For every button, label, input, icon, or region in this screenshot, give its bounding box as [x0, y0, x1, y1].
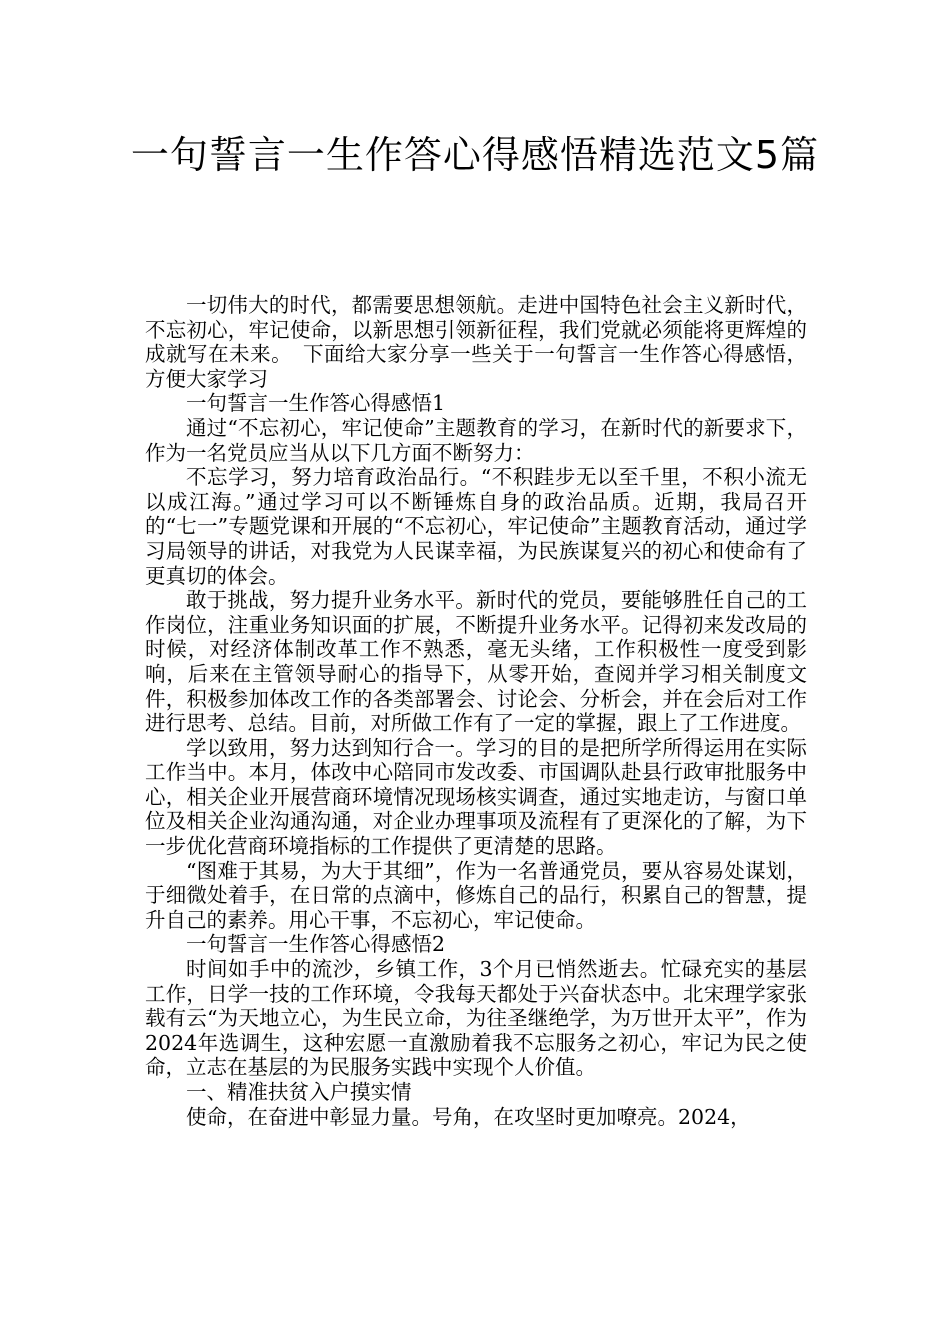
paragraph: “图难于其易，为大于其细”，作为一名普通党员，要从容易处谋划，于细微处着手，在日常的点滴中，修炼自己的品行，积累自己的智慧，提升自己的素养。用心干事，不忘初心，牢记使命。	[145, 858, 807, 932]
paragraph: 不忘学习，努力培育政治品行。“不积跬步无以至千里，不积小流无以成江海。”通过学习可以不断锤炼自身的政治品质。近期，我局召开的“七一”专题党课和开展的“不忘初心，牢记使命”主题教育活动，通过学习局领导的讲话，对我党为人民谋幸福，为民族谋复兴的初心和使命有了更真切的体会。	[145, 465, 807, 588]
subsection-heading: 一、精准扶贫入户摸实情	[186, 1080, 412, 1104]
paragraph: 通过“不忘初心，牢记使命”主题教育的学习，在新时代的新要求下，作为一名党员应当从以下几方面不断努力：	[145, 415, 807, 465]
section-heading-2: 一句誓言一生作答心得感悟2	[186, 932, 446, 957]
document-title: 一句誓言一生作答心得感悟精选范文5篇	[130, 133, 820, 177]
paragraph: 敢于挑战，努力提升业务水平。新时代的党员，要能够胜任自己的工作岗位，注重业务知识面的扩展，不断提升业务水平。记得初来发改局的时候，对经济体制改革工作不熟悉，毫无头绪，工作积极性一度受到影响，后来在主管领导耐心的指导下，从零开始，查阅并学习相关制度文件，积极参加体改工作的各类部署会、讨论会、分析会，并在会后对工作进行思考、总结。目前，对所做工作有了一定的掌握，跟上了工作进度。	[145, 588, 807, 736]
paragraph: 学以致用，努力达到知行合一。学习的目的是把所学所得运用在实际工作当中。本月，体改中心陪同市发改委、市国调队赴县行政审批服务中心，相关企业开展营商环境情况现场核实调查，通过实地走访，与窗口单位及相关企业沟通沟通，对企业办理事项及流程有了更深化的了解，为下一步优化营商环境指标的工作提供了更清楚的思路。	[145, 735, 807, 859]
paragraph: 时间如手中的流沙，乡镇工作，3个月已悄然逝去。忙碌充实的基层工作，日学一技的工作环境，令我每天都处于兴奋状态中。北宋理学家张载有云“为天地立心，为生民立命，为往圣继绝学，为万世开太平”，作为2024年选调生，这种宏愿一直激励着我不忘服务之初心，牢记为民之使命，立志在基层的为民服务实践中实现个人价值。	[145, 957, 807, 1080]
paragraph-intro: 一切伟大的时代，都需要思想领航。走进中国特色社会主义新时代，不忘初心，牢记使命，以新思想引领新征程，我们党就必须能将更辉煌的成就写在未来。 下面给大家分享一些关于一句誓言一生作答心得感悟，方便大家学习	[145, 293, 807, 391]
section-heading-1: 一句誓言一生作答心得感悟1	[186, 391, 446, 416]
paragraph: 使命，在奋进中彰显力量。号角，在攻坚时更加嘹亮。2024，	[186, 1104, 751, 1129]
document-body	[145, 293, 807, 1129]
